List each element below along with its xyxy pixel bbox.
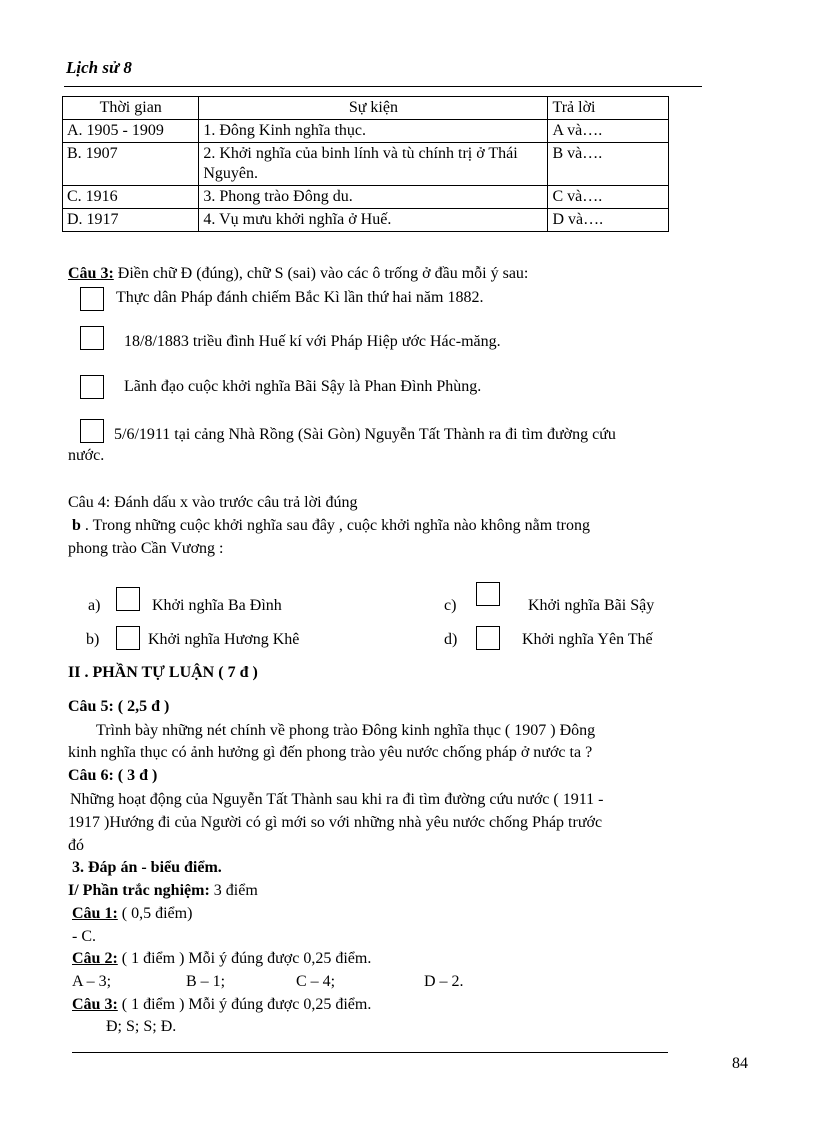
row-event: 1. Đông Kinh nghĩa thục. [199, 120, 548, 143]
part-2-heading: II . PHẦN TỰ LUẬN ( 7 đ ) [68, 664, 258, 681]
page-number: 84 [732, 1055, 748, 1072]
option-d-text: Khởi nghĩa Yên Thế [522, 631, 653, 648]
column-header-time: Thời gian [63, 97, 199, 120]
question-3-text: Điền chữ Đ (đúng), chữ S (sai) vào các ô trống ở đầu mỗi ý sau: [113, 265, 529, 282]
row-time: B. 1907 [63, 143, 199, 186]
answer-2-value-c: C – 4; [296, 973, 336, 990]
answer-2-value-a: A – 3; [72, 973, 112, 990]
row-event: 2. Khởi nghĩa của binh lính và tù chính trị ở Thái Nguyên. [199, 143, 548, 186]
row-answer: D và…. [548, 209, 669, 232]
answer-checkbox-1[interactable] [80, 287, 104, 311]
option-d-letter: d) [444, 631, 458, 648]
statement-2: 18/8/1883 triều đình Huế kí với Pháp Hiệp ước Hác-măng. [124, 333, 501, 350]
row-answer: B và…. [548, 143, 669, 186]
answer-checkbox-2[interactable] [80, 326, 104, 350]
column-header-event: Sự kiện [199, 97, 548, 120]
row-answer: C và…. [548, 186, 669, 209]
statement-3: Lãnh đạo cuộc khởi nghĩa Bãi Sậy là Phan Đình Phùng. [124, 378, 482, 395]
answer-2-value-b: B – 1; [186, 973, 226, 990]
table-row [63, 186, 669, 209]
question-4b-label: b [72, 517, 81, 534]
page-header-title: Lịch sử 8 [66, 58, 132, 77]
question-4b-line-2: phong trào Cần Vương : [68, 540, 224, 557]
answers-part-1-label: I/ Phần trắc nghiệm: [68, 882, 210, 899]
question-5-label: Câu 5: ( 2,5 đ ) [68, 698, 170, 715]
events-table [62, 96, 669, 232]
statement-1: Thực dân Pháp đánh chiếm Bắc Kì lần thứ hai năm 1882. [116, 289, 484, 306]
question-4b-text: . Trong những cuộc khởi nghĩa sau đây , cuộc khởi nghĩa nào không nằm trong [80, 517, 590, 534]
row-time: C. 1916 [63, 186, 199, 209]
statement-4: 5/6/1911 tại cảng Nhà Rồng (Sài Gòn) Nguyễn Tất Thành ra đi tìm đường cứu [114, 426, 616, 443]
option-a-text: Khởi nghĩa Ba Đình [152, 597, 282, 614]
option-a-checkbox[interactable] [116, 587, 140, 611]
table-row [63, 209, 669, 232]
question-4b-line-1 [72, 516, 590, 536]
answers-part-1-points: 3 điểm [209, 882, 258, 899]
question-6-line-1: Những hoạt động của Nguyễn Tất Thành sau khi ra đi tìm đường cứu nước ( 1911 - [70, 791, 604, 808]
option-c-letter: c) [444, 597, 457, 614]
option-b-letter: b) [86, 631, 100, 648]
footer-divider [72, 1052, 668, 1053]
answer-3-points: ( 1 điểm ) Mỗi ý đúng được 0,25 điểm. [117, 996, 372, 1013]
question-6-line-3: đó [68, 837, 84, 854]
option-d-checkbox[interactable] [476, 626, 500, 650]
option-a-letter: a) [88, 597, 101, 614]
answer-1-label: Câu 1: [72, 905, 118, 922]
answer-checkbox-3[interactable] [80, 375, 104, 399]
answer-checkbox-4[interactable] [80, 419, 104, 443]
row-time: A. 1905 - 1909 [63, 120, 199, 143]
question-4-title: Câu 4: Đánh dấu x vào trước câu trả lời đúng [68, 494, 358, 511]
option-b-text: Khởi nghĩa Hương Khê [148, 631, 300, 648]
answer-3-line [72, 995, 371, 1015]
header-divider [64, 86, 702, 87]
statement-4-continued: nước. [68, 447, 105, 464]
option-c-checkbox[interactable] [476, 582, 500, 606]
table-header-row [63, 97, 669, 120]
answer-1-points: ( 0,5 điểm) [117, 905, 193, 922]
question-3-label: Câu 3: [68, 265, 114, 282]
answer-3-label: Câu 3: [72, 996, 118, 1013]
option-b-checkbox[interactable] [116, 626, 140, 650]
answer-3-value: Đ; S; S; Đ. [106, 1018, 177, 1035]
option-c-text: Khởi nghĩa Bãi Sậy [528, 597, 655, 614]
table-row [63, 120, 669, 143]
answer-1-line [72, 904, 192, 924]
row-event: 4. Vụ mưu khởi nghĩa ở Huế. [199, 209, 548, 232]
question-6-line-2: 1917 )Hướng đi của Người có gì mới so với những nhà yêu nước chống Pháp trước [68, 814, 603, 831]
column-header-answer: Trả lời [548, 97, 669, 120]
answer-2-label: Câu 2: [72, 950, 118, 967]
question-5-line-2: kinh nghĩa thục có ảnh hưởng gì đến phong trào yêu nước chống pháp ở nước ta ? [68, 744, 593, 761]
table-row [63, 143, 669, 186]
answers-heading: 3. Đáp án - biểu điểm. [72, 859, 222, 876]
row-answer: A và…. [548, 120, 669, 143]
answers-part-1 [68, 881, 258, 901]
question-5-line-1: Trình bày những nét chính về phong trào Đông kinh nghĩa thục ( 1907 ) Đông [96, 722, 596, 739]
question-3-prompt [68, 264, 528, 284]
answer-2-value-d: D – 2. [424, 973, 464, 990]
answer-2-line [72, 949, 371, 969]
row-time: D. 1917 [63, 209, 199, 232]
answer-2-points: ( 1 điểm ) Mỗi ý đúng được 0,25 điểm. [117, 950, 372, 967]
row-event: 3. Phong trào Đông du. [199, 186, 548, 209]
question-6-label: Câu 6: ( 3 đ ) [68, 767, 158, 784]
answer-1-value: - C. [72, 928, 96, 945]
